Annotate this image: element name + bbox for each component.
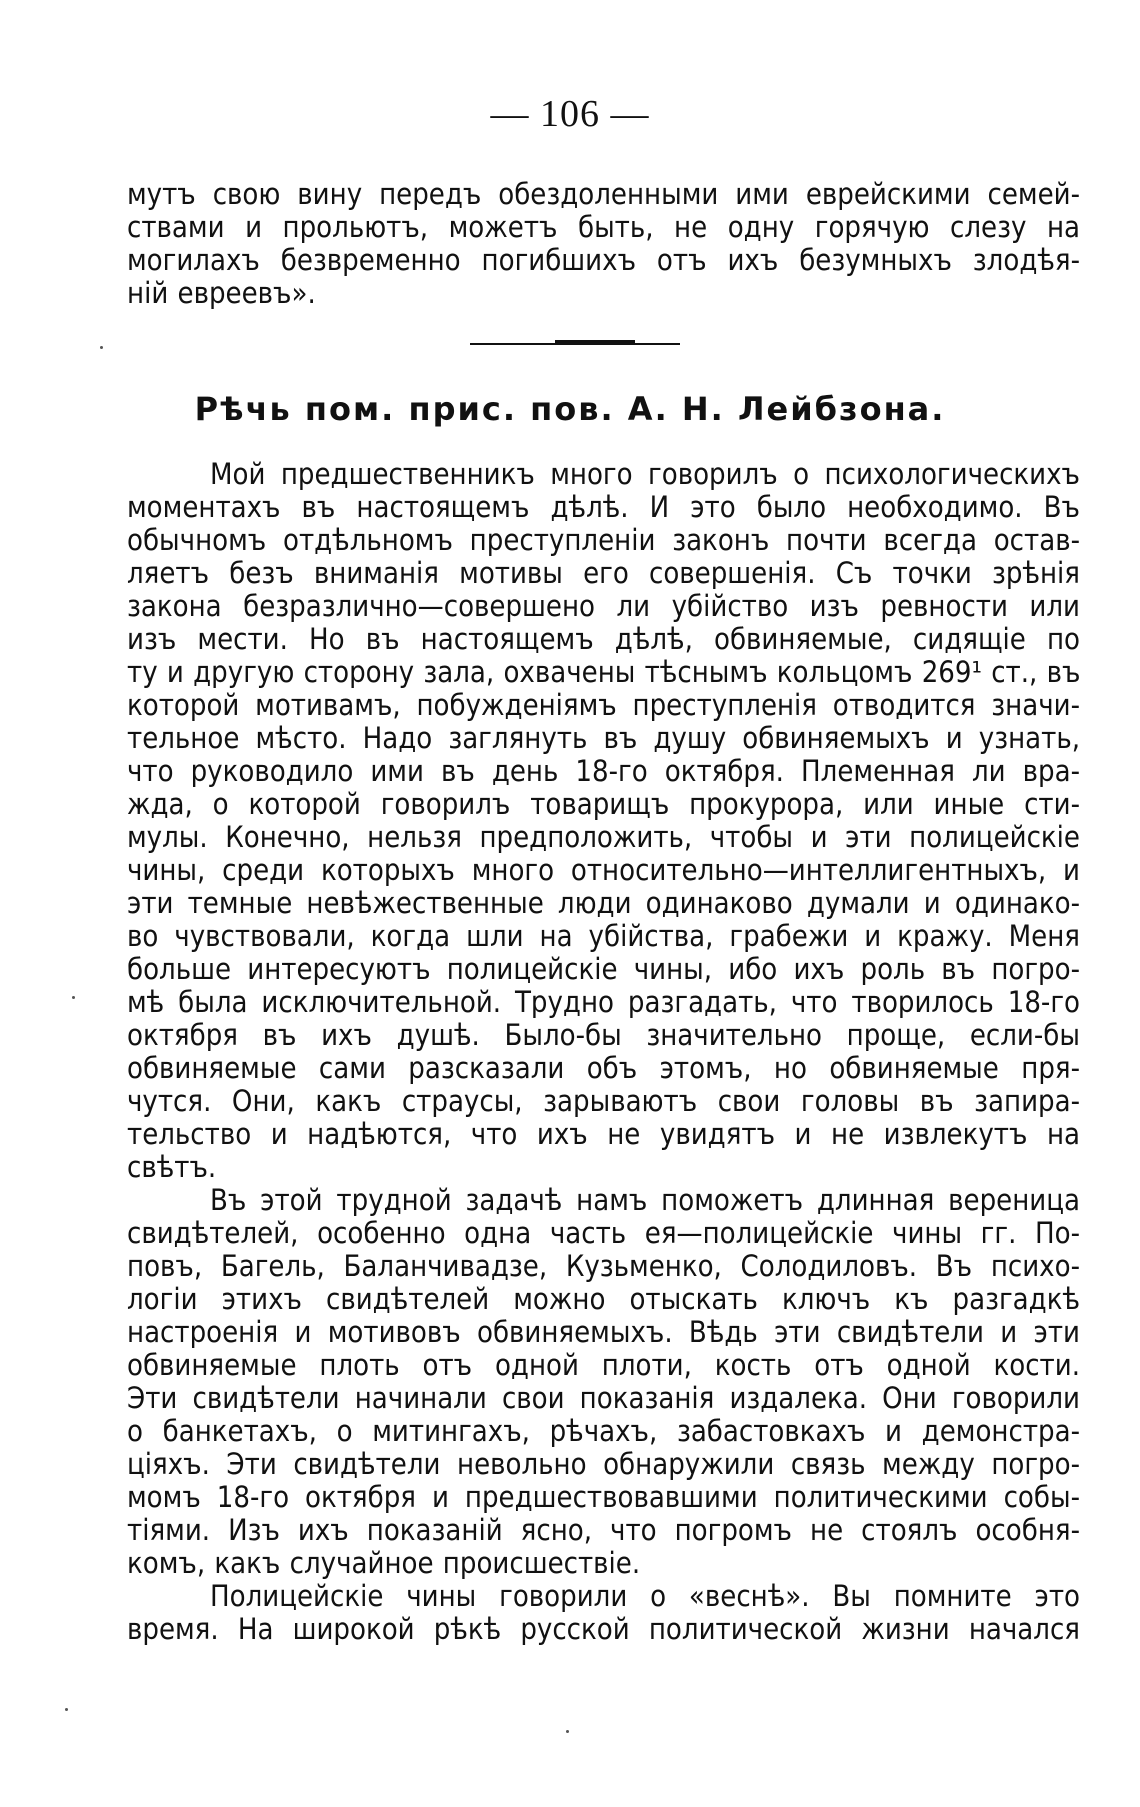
continuation-paragraph: [127, 178, 1080, 310]
text-line: чутся. Они, какъ страусы, зарываютъ свои головы въ запира-: [127, 1085, 1080, 1118]
text-line: свѣтъ.: [127, 1151, 217, 1184]
text-line: Въ этой трудной задачѣ намъ поможетъ длинная вереница: [210, 1184, 1080, 1217]
text-line: повъ, Багель, Баланчивадзе, Кузьменко, Солодиловъ. Въ психо-: [127, 1250, 1080, 1283]
text-line: ствами и прольютъ, можетъ быть, не одну горячую слезу на: [127, 211, 1080, 244]
speech-heading: Рѣчь пом. прис. пов. А. Н. Лейбзона.: [194, 390, 946, 428]
text-line: жда, о которой говорилъ товарищъ прокурора, или иные сти-: [127, 788, 1080, 821]
text-line: Полицейскіе чины говорили о «веснѣ». Вы помните это: [210, 1580, 1080, 1613]
text-line: ту и другую сторону зала, охвачены тѣснымъ кольцомъ 269¹ ст., въ: [127, 656, 1080, 689]
text-line: изъ мести. Но въ настоящемъ дѣлѣ, обвиняемые, сидящіе по: [127, 623, 1080, 656]
section-divider-center: [555, 340, 635, 345]
text-line: тельное мѣсто. Надо заглянуть въ душу обвиняемыхъ и узнать,: [127, 722, 1080, 755]
text-line: настроенія и мотивовъ обвиняемыхъ. Вѣдь эти свидѣтели и эти: [127, 1316, 1080, 1349]
text-line: мулы. Конечно, нельзя предположить, чтобы и эти полицейскіе: [127, 821, 1080, 854]
text-line: эти темные невѣжественные люди одинаково думали и одинако-: [127, 887, 1080, 920]
text-line: тельство и надѣются, что ихъ не увидятъ и не извлекутъ на: [127, 1118, 1080, 1151]
text-line: больше интересуютъ полицейскіе чины, ибо ихъ роль въ погро-: [127, 953, 1080, 986]
text-line: что руководило ими въ день 18-го октября. Племенная ли вра-: [127, 755, 1080, 788]
text-line: октября въ ихъ душѣ. Было-бы значительно проще, если-бы: [127, 1019, 1080, 1052]
text-line: мутъ свою вину передъ обездоленными ими еврейскими семей-: [127, 178, 1080, 211]
text-line: время. На широкой рѣкѣ русской политической жизни начался: [127, 1613, 1080, 1646]
page-number: — 106 —: [490, 93, 650, 135]
text-line: обычномъ отдѣльномъ преступленіи законъ почти всегда остав-: [127, 524, 1080, 557]
text-line: моментахъ въ настоящемъ дѣлѣ. И это было необходимо. Въ: [127, 491, 1080, 524]
text-line: Эти свидѣтели начинали свои показанія издалека. Они говорили: [127, 1382, 1080, 1415]
text-line: закона безразлично—совершено ли убійство изъ ревности или: [127, 590, 1080, 623]
text-line: о банкетахъ, о митингахъ, рѣчахъ, забастовкахъ и демонстра-: [127, 1415, 1080, 1448]
text-line: момъ 18-го октября и предшествовавшими политическими собы-: [127, 1481, 1080, 1514]
text-line: ляетъ безъ вниманія мотивы его совершенія. Съ точки зрѣнія: [127, 557, 1080, 590]
text-line: во чувствовали, когда шли на убійства, грабежи и кражу. Меня: [127, 920, 1080, 953]
text-line: комъ, какъ случайное происшествіе.: [127, 1547, 641, 1580]
text-line: которой мотивамъ, побужденіямъ преступленія отводится значи-: [127, 689, 1080, 722]
text-line: Мой предшественникъ много говорилъ о психологическихъ: [210, 458, 1080, 491]
text-line: ціяхъ. Эти свидѣтели невольно обнаружили связь между погро-: [127, 1448, 1080, 1481]
text-line: ній евреевъ».: [127, 277, 316, 310]
text-line: могилахъ безвременно погибшихъ отъ ихъ безумныхъ злодѣя-: [127, 244, 1080, 277]
scan-speck: [100, 346, 103, 349]
text-line: логіи этихъ свидѣтелей можно отыскать ключъ къ разгадкѣ: [127, 1283, 1080, 1316]
scan-speck: [566, 1730, 569, 1733]
text-line: свидѣтелей, особенно одна часть ея—полицейскіе чины гг. По-: [127, 1217, 1080, 1250]
text-line: тіями. Изъ ихъ показаній ясно, что погромъ не стоялъ особня-: [127, 1514, 1080, 1547]
text-line: чины, среди которыхъ много относительно—интеллигентныхъ, и: [127, 854, 1080, 887]
text-line: мѣ была исключительной. Трудно разгадать, что творилось 18-го: [127, 986, 1080, 1019]
text-line: обвиняемые сами разсказали объ этомъ, но обвиняемые пря-: [127, 1052, 1080, 1085]
scan-speck: [72, 996, 75, 999]
scan-speck: [65, 1708, 68, 1711]
text-line: обвиняемые плоть отъ одной плоти, кость отъ одной кости.: [127, 1349, 1080, 1382]
speech-body: [127, 458, 1080, 1646]
